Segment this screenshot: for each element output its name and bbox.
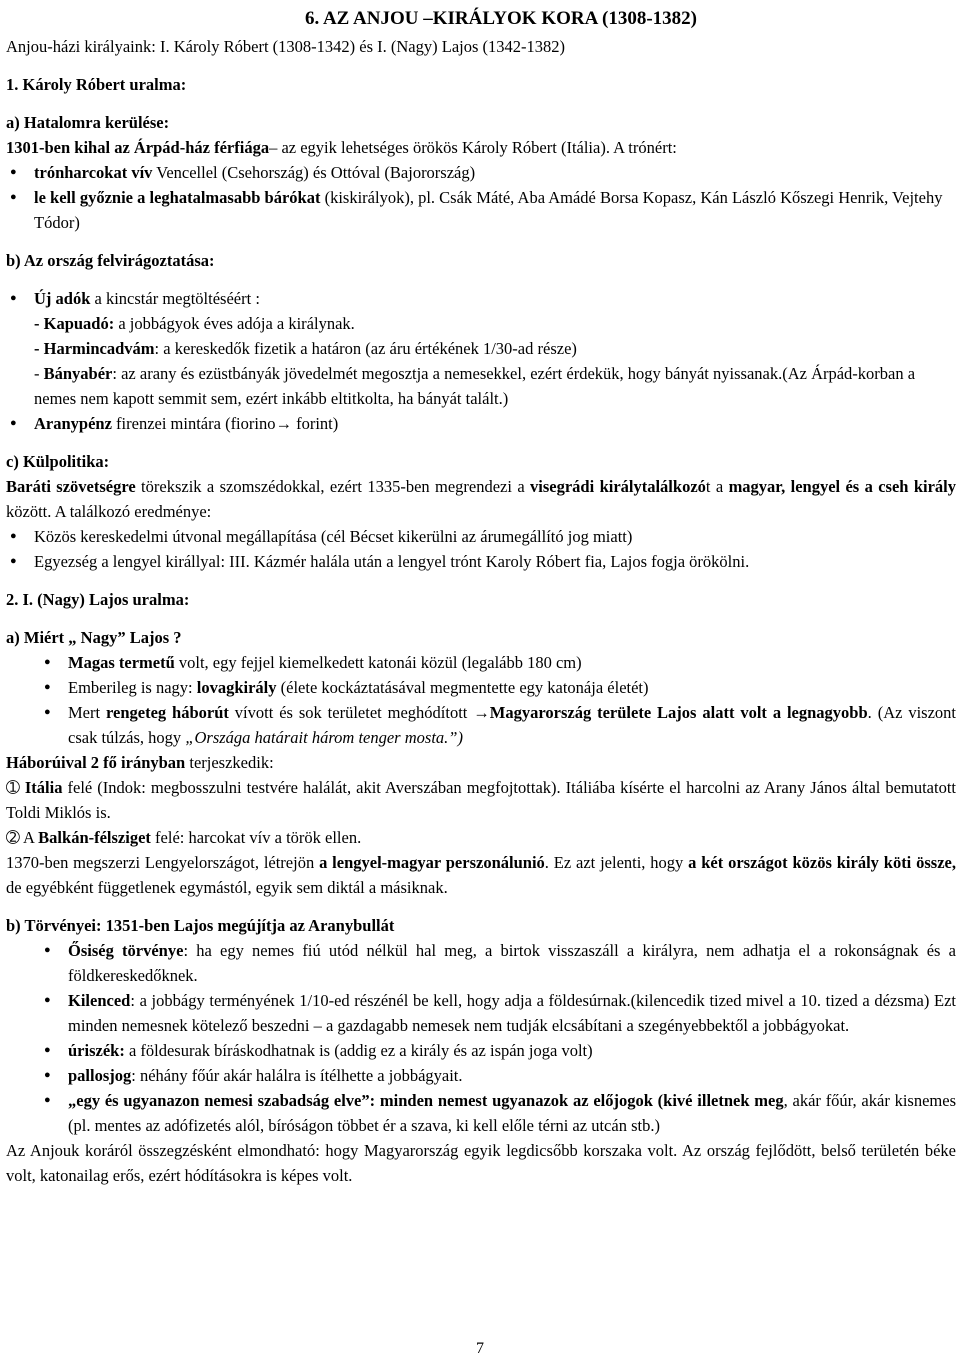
harmincadvam-line: - Harmincadvám: a kereskedők fizetik a határon (az áru értékének 1/30-ad része) (34, 339, 577, 358)
section-1b-list-2 (6, 411, 956, 436)
list-item: ● Aranypénz firenzei mintára (fiorino→ forint) (6, 411, 956, 436)
list-item: ● Magas termetű volt, egy fejjel kiemelkedett katonái közül (legalább 180 cm) (6, 650, 956, 675)
section-1a-line: 1301-ben kihal az Árpád-ház férfiága– az egyik lehetséges örökös Károly Róbert (Itália). A trónért: (6, 138, 677, 157)
section-2a-list (6, 650, 956, 750)
list-item: ● Kilenced: a jobbágy terményének 1/10-ed részénél be kell, hogy adja a földesúrnak.(kilencedik tized mivel a 10. tized a dézsma) Ezt minden nemesnek kötelező beszedni – a gazdagabb nemesek nem tudják elcsábítani a szegényebbektől a jobbágyokat. (6, 988, 956, 1038)
list-item: ● Mert rengeteg háborút vívott és sok területet meghódított →Magyarország területe Lajos alatt volt a legnagyobb. (Az viszont csak túlzás, hogy „Országa határait három tenger mosta.”) (6, 700, 956, 750)
section-2b-heading: b) Törvényei: 1351-ben Lajos megújítja az Aranybullát (6, 916, 395, 935)
kapuado-line: - Kapuadó: a jobbágyok éves adója a királynak. (34, 314, 355, 333)
list-item: ● trónharcokat vív Vencellel (Csehország) és Ottóval (Bajorország) (6, 160, 956, 185)
section-1a-list (6, 160, 956, 235)
document-page (6, 0, 956, 1188)
war-italy: ➀ Itália felé (Indok: megbosszulni testvére halálát, akit Averszában megfojtottak). Itáliába kísérte el harcolni az Arany János által bemutatott Toldi Miklós is. (6, 778, 956, 822)
page-number: 7 (476, 1340, 484, 1357)
section-2b-list (6, 938, 956, 1138)
intro-line: Anjou-házi királyaink: I. Károly Róbert (1308-1342) és I. (Nagy) Lajos (1342-1382) (6, 37, 566, 56)
list-item: ● Ősiség törvénye: ha egy nemes fiú utód nélkül hal meg, a birtok visszaszáll a királyra, nem adhatja el a rokonságnak és a földkereskedőknek. (6, 938, 956, 988)
list-item: ● le kell győznie a leghatalmasabb bárókat (kiskirályok), pl. Csák Máté, Aba Amádé Borsa Kopasz, Kán László Kőszegi Henrik, Vejtehy Tódor) (6, 185, 956, 235)
list-item: ● „egy és ugyanazon nemesi szabadság elve”: minden nemest ugyanazok az előjogok (kivé illetnek meg, akár főúr, akár kisnemes (pl. mentes az adófizetés alól, bíróságon többet ér a szava, ki kell előle térni az utcán stb.) (6, 1088, 956, 1138)
page-title: 6. AZ ANJOU –KIRÁLYOK KORA (1308-1382) (305, 8, 697, 29)
section-2a-heading: a) Miért „ Nagy” Lajos ? (6, 628, 182, 647)
list-item: ● pallosjog: néhány főúr akár halálra is ítélhette a jobbágyait. (6, 1063, 956, 1088)
section-2-heading: 2. I. (Nagy) Lajos uralma: (6, 590, 190, 609)
section-1b-list (6, 286, 956, 311)
section-1c-heading: c) Külpolitika: (6, 452, 110, 471)
list-item: ● Emberileg is nagy: lovagkirály (élete kockáztatásával megmentette egy katonája életét) (6, 675, 956, 700)
section-1c-list (6, 524, 956, 574)
banyaber-line: - Bányabér: az arany és ezüstbányák jövedelmét megosztja a nemesekkel, ezért érdekük, hogy bányát nyissanak.(Az Árpád-korban a nemes nem kapott semmit sem, ezért inkább eltitkolta, ha bányát talált.) (34, 364, 916, 408)
list-item: ● úriszék: a földesurak bíráskodhatnak is (addig ez a király és az ispán joga volt) (6, 1038, 956, 1063)
wars-intro: Háborúival 2 fő irányban terjeszkedik: (6, 753, 274, 772)
list-item: ● Új adók a kincstár megtöltéséért : (6, 286, 956, 311)
list-item: ● Egyezség a lengyel királlyal: III. Kázmér halála után a lengyel trónt Karoly Róbert fia, Lajos fogja örökölni. (6, 549, 956, 574)
war-balkan: ➁ A Balkán-félsziget felé: harcokat vív a török ellen. (6, 828, 362, 847)
section-1a-heading: a) Hatalomra kerülése: (6, 113, 170, 132)
list-item: ● Közös kereskedelmi útvonal megállapítása (cél Bécset kikerülni az árumegállító jog miatt) (6, 524, 956, 549)
summary-paragraph: Az Anjouk koráról összegzésként elmondható: hogy Magyarország egyik legdicsőbb korszaka volt. Az ország fejlődött, belső területén béke volt, katonailag erős, ezért hódításokra is képes volt. (6, 1141, 956, 1185)
section-1b-heading: b) Az ország felvirágoztatása: (6, 251, 215, 270)
section-1-heading: 1. Károly Róbert uralma: (6, 75, 187, 94)
section-1c-paragraph: Baráti szövetségre törekszik a szomszédokkal, ezért 1335-ben megrendezi a visegrádi királytalálkozót a magyar, lengyel és a cseh király között. A találkozó eredménye: (6, 477, 956, 521)
personal-union-paragraph: 1370-ben megszerzi Lengyelországot, létrejön a lengyel-magyar perszonálunió. Ez azt jelenti, hogy a két országot közös király köti össze, de egyébként függetlenek egymástól, egyik sem diktál a másiknak. (6, 853, 956, 897)
